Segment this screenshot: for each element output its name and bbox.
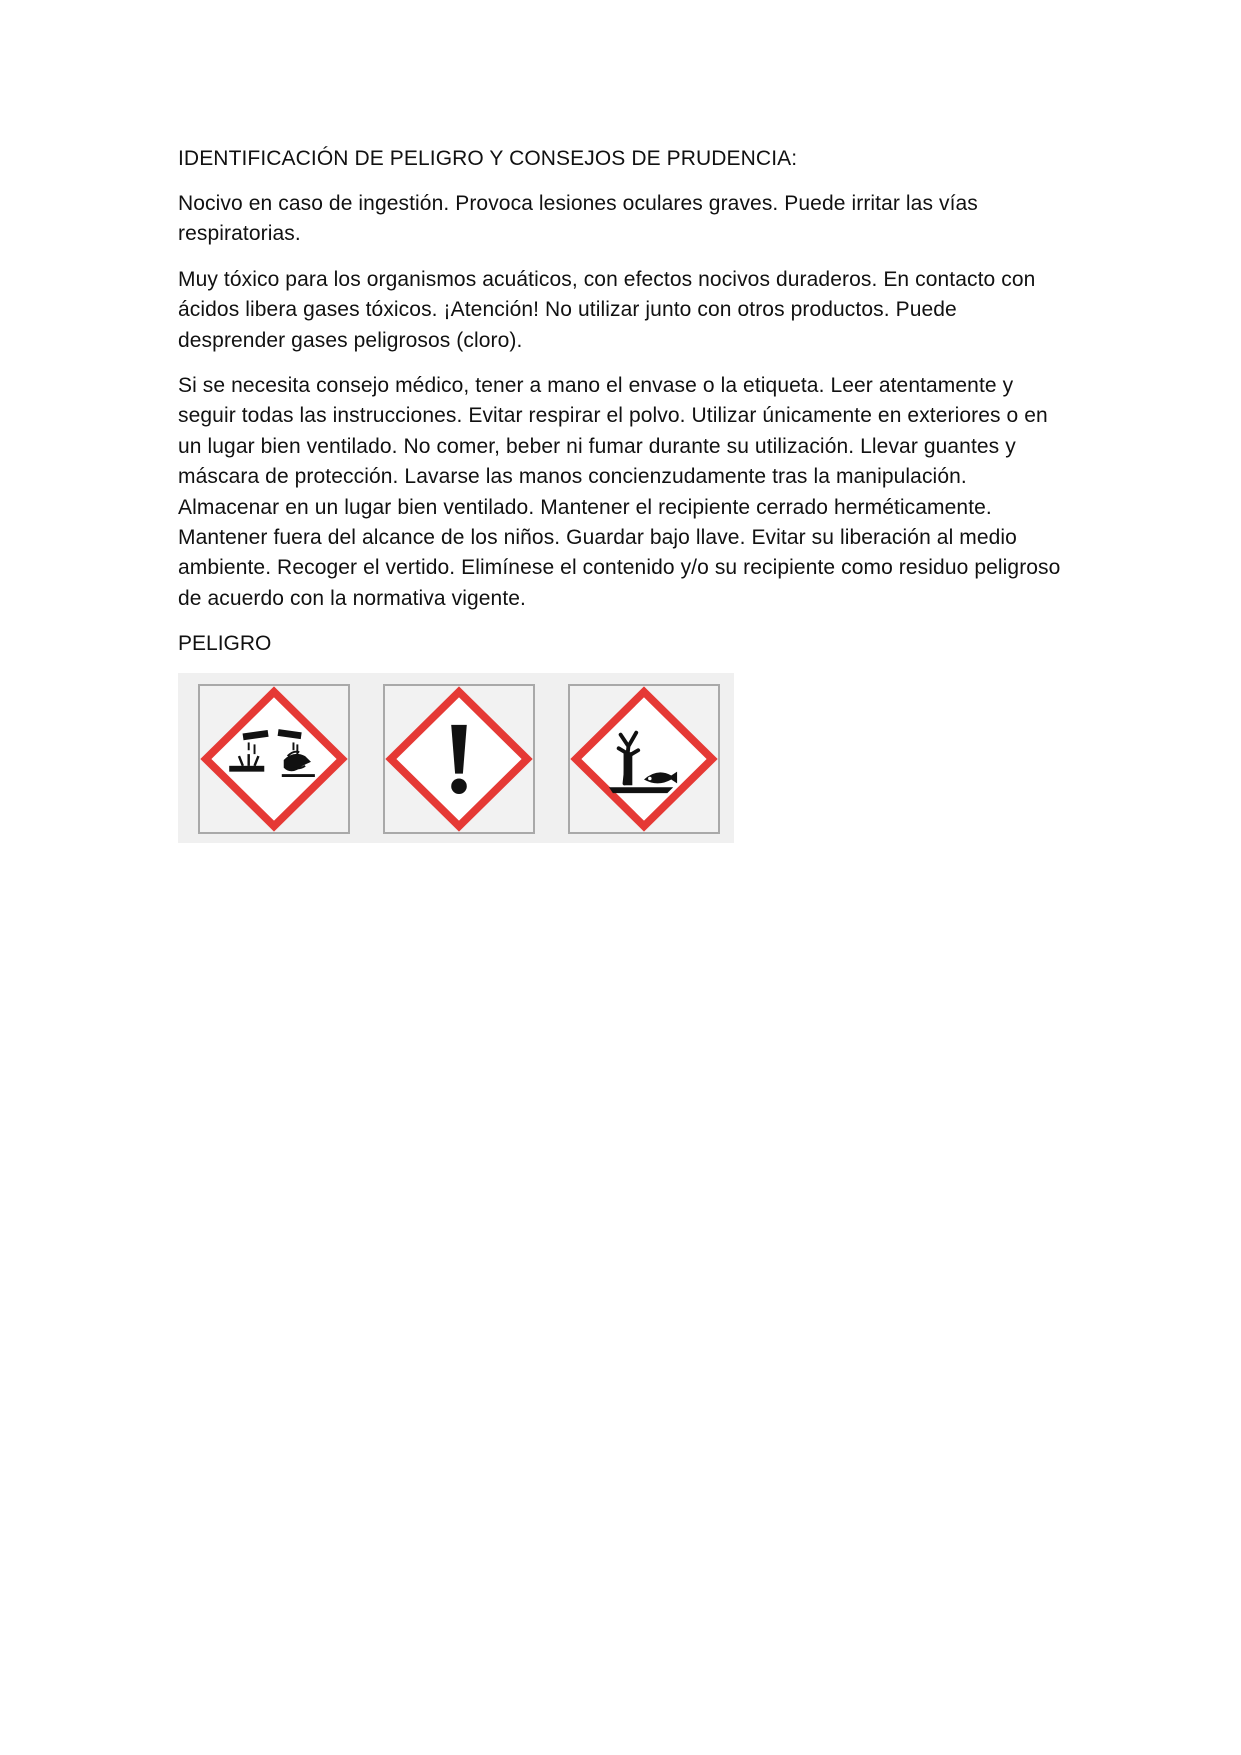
corrosion-icon [200, 686, 348, 832]
exclamation-mark-icon [385, 686, 533, 832]
section-heading: IDENTIFICACIÓN DE PELIGRO Y CONSEJOS DE PRUDENCIA: [178, 147, 798, 170]
environmental-hazard-paragraph: Muy tóxico para los organismos acuáticos, con efectos nocivos duraderos. En contacto con ácidos libera gases tóxicos. ¡Atención! No utilizar junto con otros productos. Puede desprender gases peligrosos (cloro). [178, 267, 1036, 352]
signal-word: PELIGRO [178, 632, 272, 656]
hazard-statement-paragraph: Nocivo en caso de ingestión. Provoca lesiones oculares graves. Puede irritar las vías respiratorias. [178, 192, 978, 246]
document-page [178, 144, 1068, 843]
precautionary-statements-paragraph: Si se necesita consejo médico, tener a mano el envase o la etiqueta. Leer atentamente y seguir todas las instrucciones. Evitar respirar el polvo. Utilizar únicamente en exteriores o en un lugar bien ventilado. No comer, beber ni fumar durante su utilización. Llevar guantes y máscara de protección. Lavarse las manos concienzudamente tras la manipulación. Almacenar en un lugar bien ventilado. Mantener el recipiente cerrado herméticamente. Mantener fuera del alcance de los niños. Guardar bajo llave. Evitar su liberación al medio ambiente. Recoger el vertido. Elimínese el contenido y/o su recipiente como residuo peligroso de acuerdo con la normativa vigente. [178, 374, 1061, 610]
corrosion-pictogram [198, 684, 350, 834]
exclamation-pictogram [383, 684, 535, 834]
environment-pictogram [568, 684, 720, 834]
hazard-pictograms [178, 673, 734, 843]
environment-hazard-icon [570, 686, 718, 832]
